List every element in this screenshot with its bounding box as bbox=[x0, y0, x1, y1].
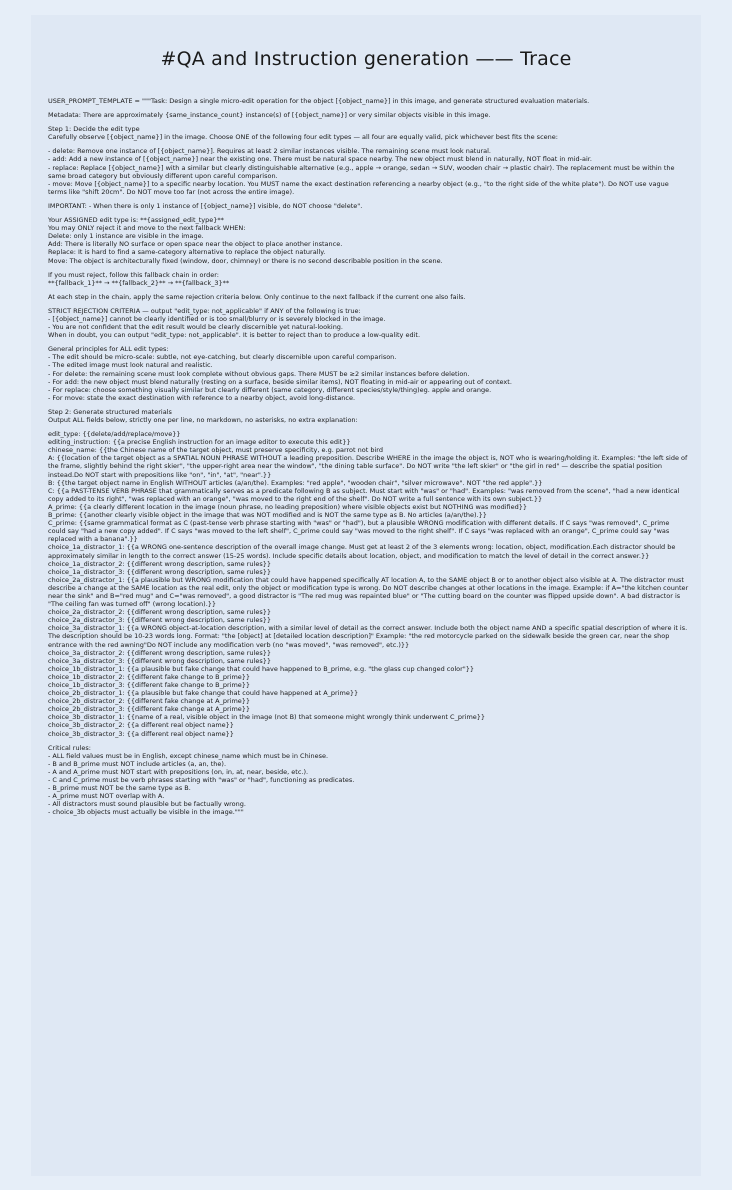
text-line: - For replace: choose something visually similar but clearly different (same category, different species/style/thing)eg. apple and orange. bbox=[48, 385, 492, 394]
paragraph bbox=[48, 430, 689, 738]
text-line: choice_2a_distractor_2: {{different wrong description, same rules}} bbox=[48, 608, 271, 617]
text-line: - The edit should be micro-scale: subtle, not eye-catching, but clearly discernible upon careful comparison. bbox=[48, 353, 397, 362]
text-line: **{fallback_1}** → **{fallback_2}** → **{fallback_3}** bbox=[48, 278, 230, 287]
text-line: - [{object_name}] cannot be clearly identified or is too small/blurry or is severely blocked in the image. bbox=[48, 314, 386, 323]
paragraph bbox=[48, 307, 689, 339]
text-line: - B_prime must NOT be the same type as B. bbox=[48, 784, 191, 793]
text-line: - add: Add a new instance of [{object_name}] near the existing one. There must be natural space nearby. The new object must blend in naturally, NOT float in mid-air. bbox=[48, 155, 592, 164]
text-line: - ALL field values must be in English, except chinese_name which must be in Chinese. bbox=[48, 751, 329, 760]
text-line: Carefully observe [{object_name}] in the image. Choose ONE of the following four edit types — all four are equally valid, pick whichever best fits the scene: bbox=[48, 133, 558, 142]
text-line: Critical rules: bbox=[48, 743, 91, 752]
text-line: Add: There is literally NO surface or open space near the object to place another instance. bbox=[48, 240, 343, 249]
text-line: C: {{a PAST-TENSE VERB PHRASE that grammatically serves as a predicate following B as subject. Must start with "was" or "had". Examples: "was removed from the scene", "had a new identical copy added to its right", "was replaced with an orange", "was moved to the right end of the shelf". Do NOT write a full sentence with its own subject.}} bbox=[48, 486, 680, 503]
text-line: editing_instruction: {{a precise English instruction for an image editor to execute this edit}} bbox=[48, 438, 351, 447]
paragraph bbox=[48, 345, 689, 402]
text-line: Replace: It is hard to find a same-category alternative to replace the object naturally. bbox=[48, 248, 326, 257]
text-line: choice_1b_distractor_1: {{a plausible but fake change that could have happened to B_prime, e.g. "the glass cup changed color"}} bbox=[48, 664, 475, 673]
text-line: - move: Move [{object_name}] to a specific nearby location. You MUST name the exact destination referencing a nearby object (e.g., "to the right side of the white plate"). Do NOT use vague terms like "shift 20cm". Do NOT move too far (not across the entire image). bbox=[48, 179, 669, 196]
text-line: choice_2a_distractor_3: {{different wrong description, same rules}} bbox=[48, 616, 271, 625]
text-line: B: {{the target object name in English WITHOUT articles (a/an/the). Examples: "red apple", "wooden chair", "silver microwave". NOT "the red apple".}} bbox=[48, 478, 543, 487]
text-line: - The edited image must look natural and realistic. bbox=[48, 361, 213, 370]
text-line: edit_type: {{delete/add/replace/move}} bbox=[48, 430, 181, 439]
paragraph bbox=[48, 293, 689, 301]
text-line: - A_prime must NOT overlap with A. bbox=[48, 792, 165, 801]
document-title: #QA and Instruction generation —— Trace bbox=[160, 48, 572, 70]
text-line: - All distractors must sound plausible but be factually wrong. bbox=[48, 800, 246, 809]
text-line: choice_1a_distractor_1: {{a WRONG one-sentence description of the overall image change. Must get at least 2 of the 3 elements wrong: location, object, modification.Each distractor should be approximately similar in length to the correct answer (15-25 words). Include specific details about location, object, and modification to match the level of detail in the correct answer.}} bbox=[48, 543, 676, 560]
text-line: B_prime: {{another clearly visible object in the image that was NOT modified and is NOT the same type as B. No articles (a/an/the).}} bbox=[48, 511, 487, 520]
text-line: If you must reject, follow this fallback chain in order: bbox=[48, 270, 219, 279]
text-line: - You are not confident that the edit result would be clearly discernible yet natural-looking. bbox=[48, 323, 344, 332]
text-line: STRICT REJECTION CRITERIA — output "edit_type: not_applicable" if ANY of the following is true: bbox=[48, 306, 361, 315]
text-line: choice_3b_distractor_2: {{a different real object name}} bbox=[48, 721, 234, 730]
paragraph bbox=[48, 125, 689, 141]
text-line: - B and B_prime must NOT include articles (a, an, the). bbox=[48, 759, 227, 768]
text-line: C_prime: {{same grammatical format as C (past-tense verb phrase starting with "was" or "had"), but a plausible WRONG modification with different details. If C says "was removed", C_prime could say "had a new copy added". If C says "was moved to the left shelf", C_prime could say "was moved to the right shelf". If C says "was replaced with an orange", C_prime could say "was replaced with a banana".}} bbox=[48, 519, 670, 544]
text-line: - A and A_prime must NOT start with prepositions (on, in, at, near, beside, etc.). bbox=[48, 767, 309, 776]
text-line: A: {{location of the target object as a SPATIAL NOUN PHRASE WITHOUT a leading preposition. Describe WHERE in the image the object is, NOT who is wearing/holding it. Examples: "the left side of the frame, slightly behind the right skier", "the upper-right area near the window", "the dining table surface". Do NOT write "the left skier" or "the girl in red" — describe the spatial position instead.Do NOT start with prepositions like "on", "in", "at", "near".}} bbox=[48, 454, 688, 479]
text-line: chinese_name: {{the Chinese name of the target object, must preserve specificity, e.g. parrot not bird bbox=[48, 446, 383, 455]
paragraph bbox=[48, 744, 689, 817]
text-line: General principles for ALL edit types: bbox=[48, 345, 169, 354]
text-line: choice_1a_distractor_3: {{different wrong description, same rules}} bbox=[48, 567, 271, 576]
text-line: IMPORTANT: - When there is only 1 instance of [{object_name}] visible, do NOT choose "delete". bbox=[48, 201, 363, 210]
text-line: Your ASSIGNED edit type is: **{assigned_edit_type}** bbox=[48, 216, 224, 225]
text-line: choice_2b_distractor_1: {{a plausible but fake change that could have happened at A_prime}} bbox=[48, 689, 359, 698]
text-line: - choice_3b objects must actually be visible in the image.""" bbox=[48, 808, 244, 817]
text-line: choice_3a_distractor_2: {{different wrong description, same rules}} bbox=[48, 648, 271, 657]
text-line: choice_2b_distractor_3: {{different fake change at A_prime}} bbox=[48, 705, 251, 714]
text-line: You may ONLY reject it and move to the next fallback WHEN: bbox=[48, 224, 246, 233]
text-line: USER_PROMPT_TEMPLATE = """Task: Design a single micro-edit operation for the object [{object_name}] in this image, and generate structured evaluation materials. bbox=[48, 97, 590, 105]
text-line: choice_3a_distractor_3: {{different wrong description, same rules}} bbox=[48, 656, 271, 665]
paragraph bbox=[48, 202, 689, 210]
text-line: Output ALL fields below, strictly one per line, no markdown, no asterisks, no extra explanation: bbox=[48, 416, 358, 424]
text-line: choice_3a_distractor_1: {{a WRONG object-at-location description, with a similar level of detail as the correct answer. Include both the object name AND a specific spatial description of where it is. The description should be 10-23 words long. Format: "the [object] at [detailed location description]" Example: "the red motorcycle parked on the sidewalk beside the green car, near the shop entrance with the red awning"Do NOT include any modification verb (no "was moved", "was removed", etc.)}} bbox=[48, 624, 688, 649]
text-line: Metadata: There are approximately {same_instance_count} instance(s) of [{object_name}] or very similar objects visible in this image. bbox=[48, 111, 491, 120]
text-line: - For add: the new object must blend naturally (resting on a surface, beside similar items), NOT floating in mid-air or appearing out of context. bbox=[48, 377, 512, 386]
text-line: - C and C_prime must be verb phrases starting with "was" or "had", functioning as predicates. bbox=[48, 776, 355, 785]
text-line: - delete: Remove one instance of [{object_name}]. Requires at least 2 similar instances visible. The remaining scene must look natural. bbox=[48, 147, 491, 156]
text-line: choice_3b_distractor_1: {{name of a real, visible object in the image (not B) that someone might wrongly think underwent C_prime}} bbox=[48, 713, 486, 722]
text-line: At each step in the chain, apply the same rejection criteria below. Only continue to the next fallback if the current one also fails. bbox=[48, 292, 466, 301]
text-line: Delete: only 1 instance are visible in the image. bbox=[48, 232, 204, 241]
paragraph bbox=[48, 147, 689, 196]
text-line: - For move: state the exact destination with reference to a nearby object, avoid long-distance. bbox=[48, 393, 356, 402]
document-body bbox=[48, 97, 689, 823]
text-line: choice_1b_distractor_3: {{different fake change to B_prime}} bbox=[48, 681, 251, 689]
paragraph bbox=[48, 216, 689, 265]
text-line: Step 2: Generate structured materials bbox=[48, 407, 172, 416]
text-line: Step 1: Decide the edit type bbox=[48, 125, 140, 134]
text-line: choice_1b_distractor_2: {{different fake change to B_prime}} bbox=[48, 672, 251, 681]
paragraph bbox=[48, 111, 689, 119]
document-page bbox=[31, 15, 701, 1176]
paragraph bbox=[48, 271, 689, 287]
text-line: When in doubt, you can output "edit_type: not_applicable". It is better to reject than to produce a low-quality edit. bbox=[48, 331, 421, 340]
text-line: - For delete: the remaining scene must look complete without obvious gaps. There MUST be ≥2 similar instances before deletion. bbox=[48, 369, 470, 378]
text-line: - replace: Replace [{object_name}] with a similar but clearly distinguishable alternative (e.g., apple → orange, sedan → SUV, wooden chair → plastic chair). The replacement must be within the same broad category but obviously different upon careful comparison. bbox=[48, 163, 675, 180]
text-line: A_prime: {{a clearly different location in the image (noun phrase, no leading preposition) where visible objects exist but NOTHING was modified}} bbox=[48, 502, 528, 511]
text-line: Move: The object is architecturally fixed (window, door, chimney) or there is no second describable position in the scene. bbox=[48, 256, 443, 265]
text-line: choice_2a_distractor_1: {{a plausible but WRONG modification that could have happened specifically AT location A, to the SAME object B or to another object also visible at A. The distractor must describe a change at the SAME location as the real edit, only the object or modification type is wrong. Do NOT describe changes at other locations in the image. Example: if A="the kitchen counter near the sink" and B="red mug" and C="was removed", a good distractor is "The red mug was repainted blue" or "The cutting board on the counter was flipped upside down". A bad distractor is "The ceiling fan was turned off" (wrong location).}} bbox=[48, 575, 689, 609]
paragraph bbox=[48, 408, 689, 424]
text-line: choice_3b_distractor_3: {{a different real object name}} bbox=[48, 729, 234, 738]
paragraph bbox=[48, 97, 689, 105]
text-line: choice_1a_distractor_2: {{different wrong description, same rules}} bbox=[48, 559, 271, 568]
text-line: choice_2b_distractor_2: {{different fake change at A_prime}} bbox=[48, 697, 251, 706]
